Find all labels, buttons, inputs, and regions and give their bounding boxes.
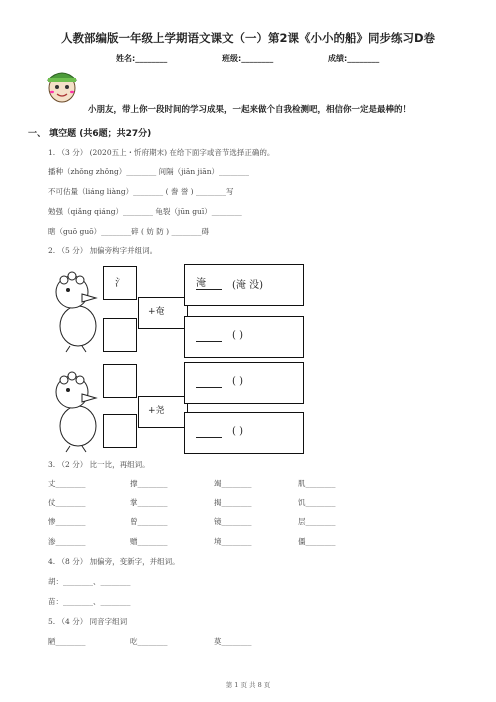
q1-row: 不可估量（liáng liàng）________ ( 誊 誉 ) ________写 xyxy=(48,187,234,196)
q3-cell: 揭________ xyxy=(214,498,252,507)
word-paren: ( ) xyxy=(232,426,243,437)
q1-head: 1. （3 分） (2020五上・忻府期末) 在给下面字或音节选择正确的。 xyxy=(48,148,275,157)
page-footer: 第 1 页 共 8 页 xyxy=(225,681,271,689)
encouragement-text: 小朋友，带上你一段时间的学习成果，一起来做个自我检测吧，相信你一定是最棒的！ xyxy=(88,105,412,115)
score-field-label: 成绩:________ xyxy=(328,54,380,63)
word-text: 淹 xyxy=(196,274,222,290)
q5-cell: 莫________ xyxy=(214,637,252,646)
q3-cell: 惨________ xyxy=(48,517,86,526)
page-title: 人教部编版一年级上学期语文课文（一）第2课《小小的船》同步练习D卷 xyxy=(60,31,436,45)
q4-row: 苗：________、________ xyxy=(48,597,131,606)
q1-row: 瞎（guō guō）________碎 ( 妨 防 ) ________碍 xyxy=(48,227,209,236)
q5-cell: 吃________ xyxy=(130,637,168,646)
q3-cell: 镜________ xyxy=(214,517,252,526)
q3-cell: 饥________ xyxy=(298,498,336,507)
word-paren: ( ) xyxy=(232,376,243,387)
q3-cell: 赠________ xyxy=(130,537,168,546)
q3-cell: 肌________ xyxy=(298,479,336,488)
word-blank xyxy=(196,376,222,388)
q3-cell: 掌________ xyxy=(130,498,168,507)
q3-cell: 境________ xyxy=(214,537,252,546)
q4-head: 4. （8 分） 加偏旁，变新字，并组词。 xyxy=(48,557,180,566)
duck-illustration xyxy=(48,268,106,354)
q5-head: 5. （4 分） 同音字组词 xyxy=(48,617,128,626)
radical-text: 氵 xyxy=(115,278,125,289)
answer-box[interactable] xyxy=(103,414,137,448)
answer-box[interactable] xyxy=(103,364,137,398)
mascot-illustration xyxy=(40,64,84,106)
q3-cell: 竭________ xyxy=(214,479,252,488)
q3-cell: 仗________ xyxy=(48,498,86,507)
plus-text: +奄 xyxy=(148,307,165,317)
q3-cell: 僵________ xyxy=(298,537,336,546)
q3-cell: 层________ xyxy=(298,517,336,526)
word-blank xyxy=(196,330,222,342)
q3-cell: 撑________ xyxy=(130,479,168,488)
word-paren: ( ) xyxy=(232,330,243,341)
q3-cell: 渗________ xyxy=(48,537,86,546)
word-paren: (淹 没) xyxy=(232,280,263,291)
q2-head: 2. （5 分） 加偏旁构字并组词。 xyxy=(48,246,158,255)
duck-illustration xyxy=(48,368,106,454)
q3-cell: 丈________ xyxy=(48,479,86,488)
q3-head: 3. （2 分） 比一比，再组词。 xyxy=(48,460,150,469)
section-heading: 一、 填空题 (共6题；共27分) xyxy=(28,129,152,139)
answer-box[interactable] xyxy=(103,318,137,352)
name-field-label: 姓名:________ xyxy=(116,54,168,63)
word-blank xyxy=(196,426,222,438)
q5-cell: 陋________ xyxy=(48,637,86,646)
q3-cell: 曾________ xyxy=(130,517,168,526)
class-field-label: 班级:________ xyxy=(222,54,274,63)
plus-text: +尧 xyxy=(148,406,165,416)
q4-row: 胡：________、________ xyxy=(48,577,131,586)
q1-row: 播种（zhǒng zhǒng）________ 间隔（jiān jiān）________ xyxy=(48,167,250,176)
q1-row: 勉强（qiǎng qiáng）________ 龟裂（jūn guī）________ xyxy=(48,207,242,216)
